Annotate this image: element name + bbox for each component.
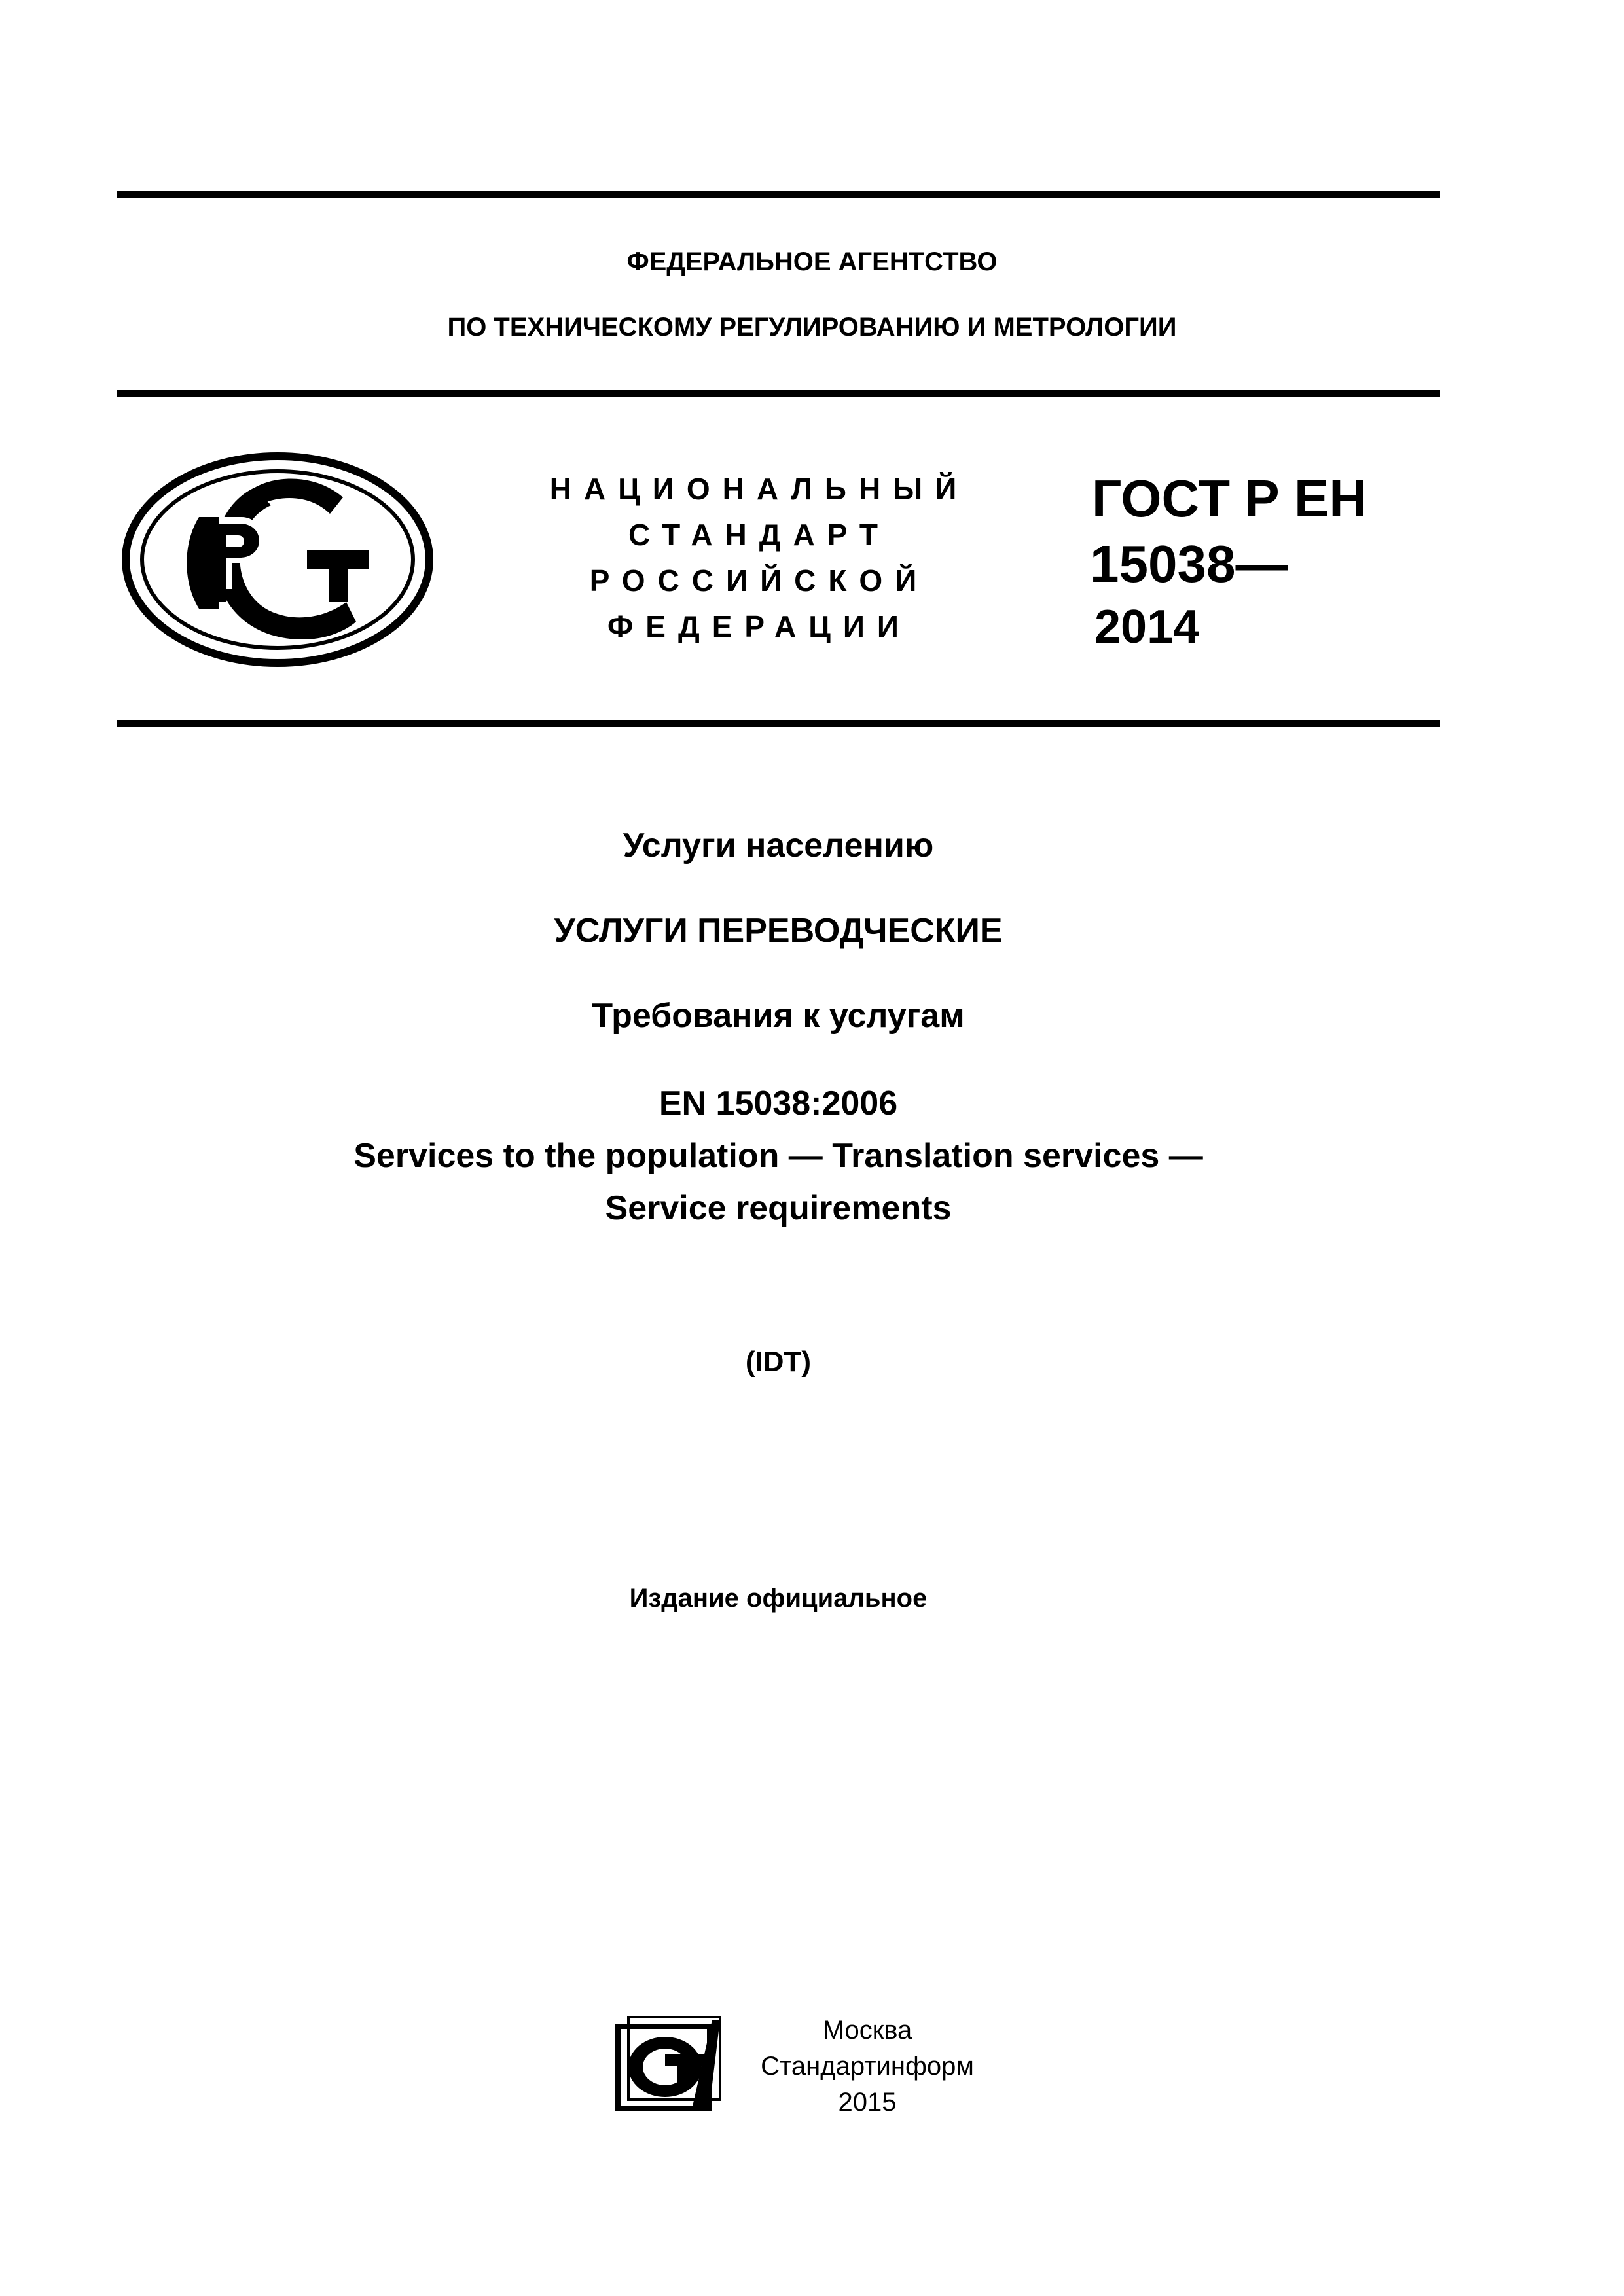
title-line-2: УСЛУГИ ПЕРЕВОДЧЕСКИЕ [554,912,1003,950]
national-line-4: ФЕДЕРАЦИИ [607,609,911,643]
edition-note: Издание официальное [629,1584,928,1613]
title-line-3: Требования к услугам [592,997,965,1035]
en-code: EN 15038:2006 [659,1085,898,1122]
top-rule [117,191,1440,198]
standard-designation-line-3: 2014 [1094,601,1200,653]
national-line-1: НАЦИОНАЛЬНЫЙ [549,472,969,506]
sti-logo-icon [614,2013,725,2113]
standard-designation-line-2: 15038— [1090,535,1288,593]
agency-line-2: ПО ТЕХНИЧЕСКОМУ РЕГУЛИРОВАНИЮ И МЕТРОЛОГИИ [447,313,1177,342]
en-title-line-1: Services to the population — Translation services — [353,1137,1203,1175]
block-rule [117,720,1440,727]
en-title-line-2: Service requirements [605,1189,952,1227]
publisher-year: 2015 [838,2088,897,2117]
title-line-1: Услуги населению [623,827,934,865]
national-line-3: РОССИЙСКОЙ [589,564,929,598]
rst-emblem-icon [120,452,435,668]
national-line-2: СТАНДАРТ [628,518,890,552]
publisher-city: Москва [822,2016,912,2045]
publisher-name: Стандартинформ [761,2052,974,2081]
agency-rule [117,390,1440,397]
standard-designation-line-1: ГОСТ Р ЕН [1092,469,1367,528]
equivalence-degree: (IDT) [745,1346,812,1378]
agency-line-1: ФЕДЕРАЛЬНОЕ АГЕНТСТВО [626,247,998,276]
